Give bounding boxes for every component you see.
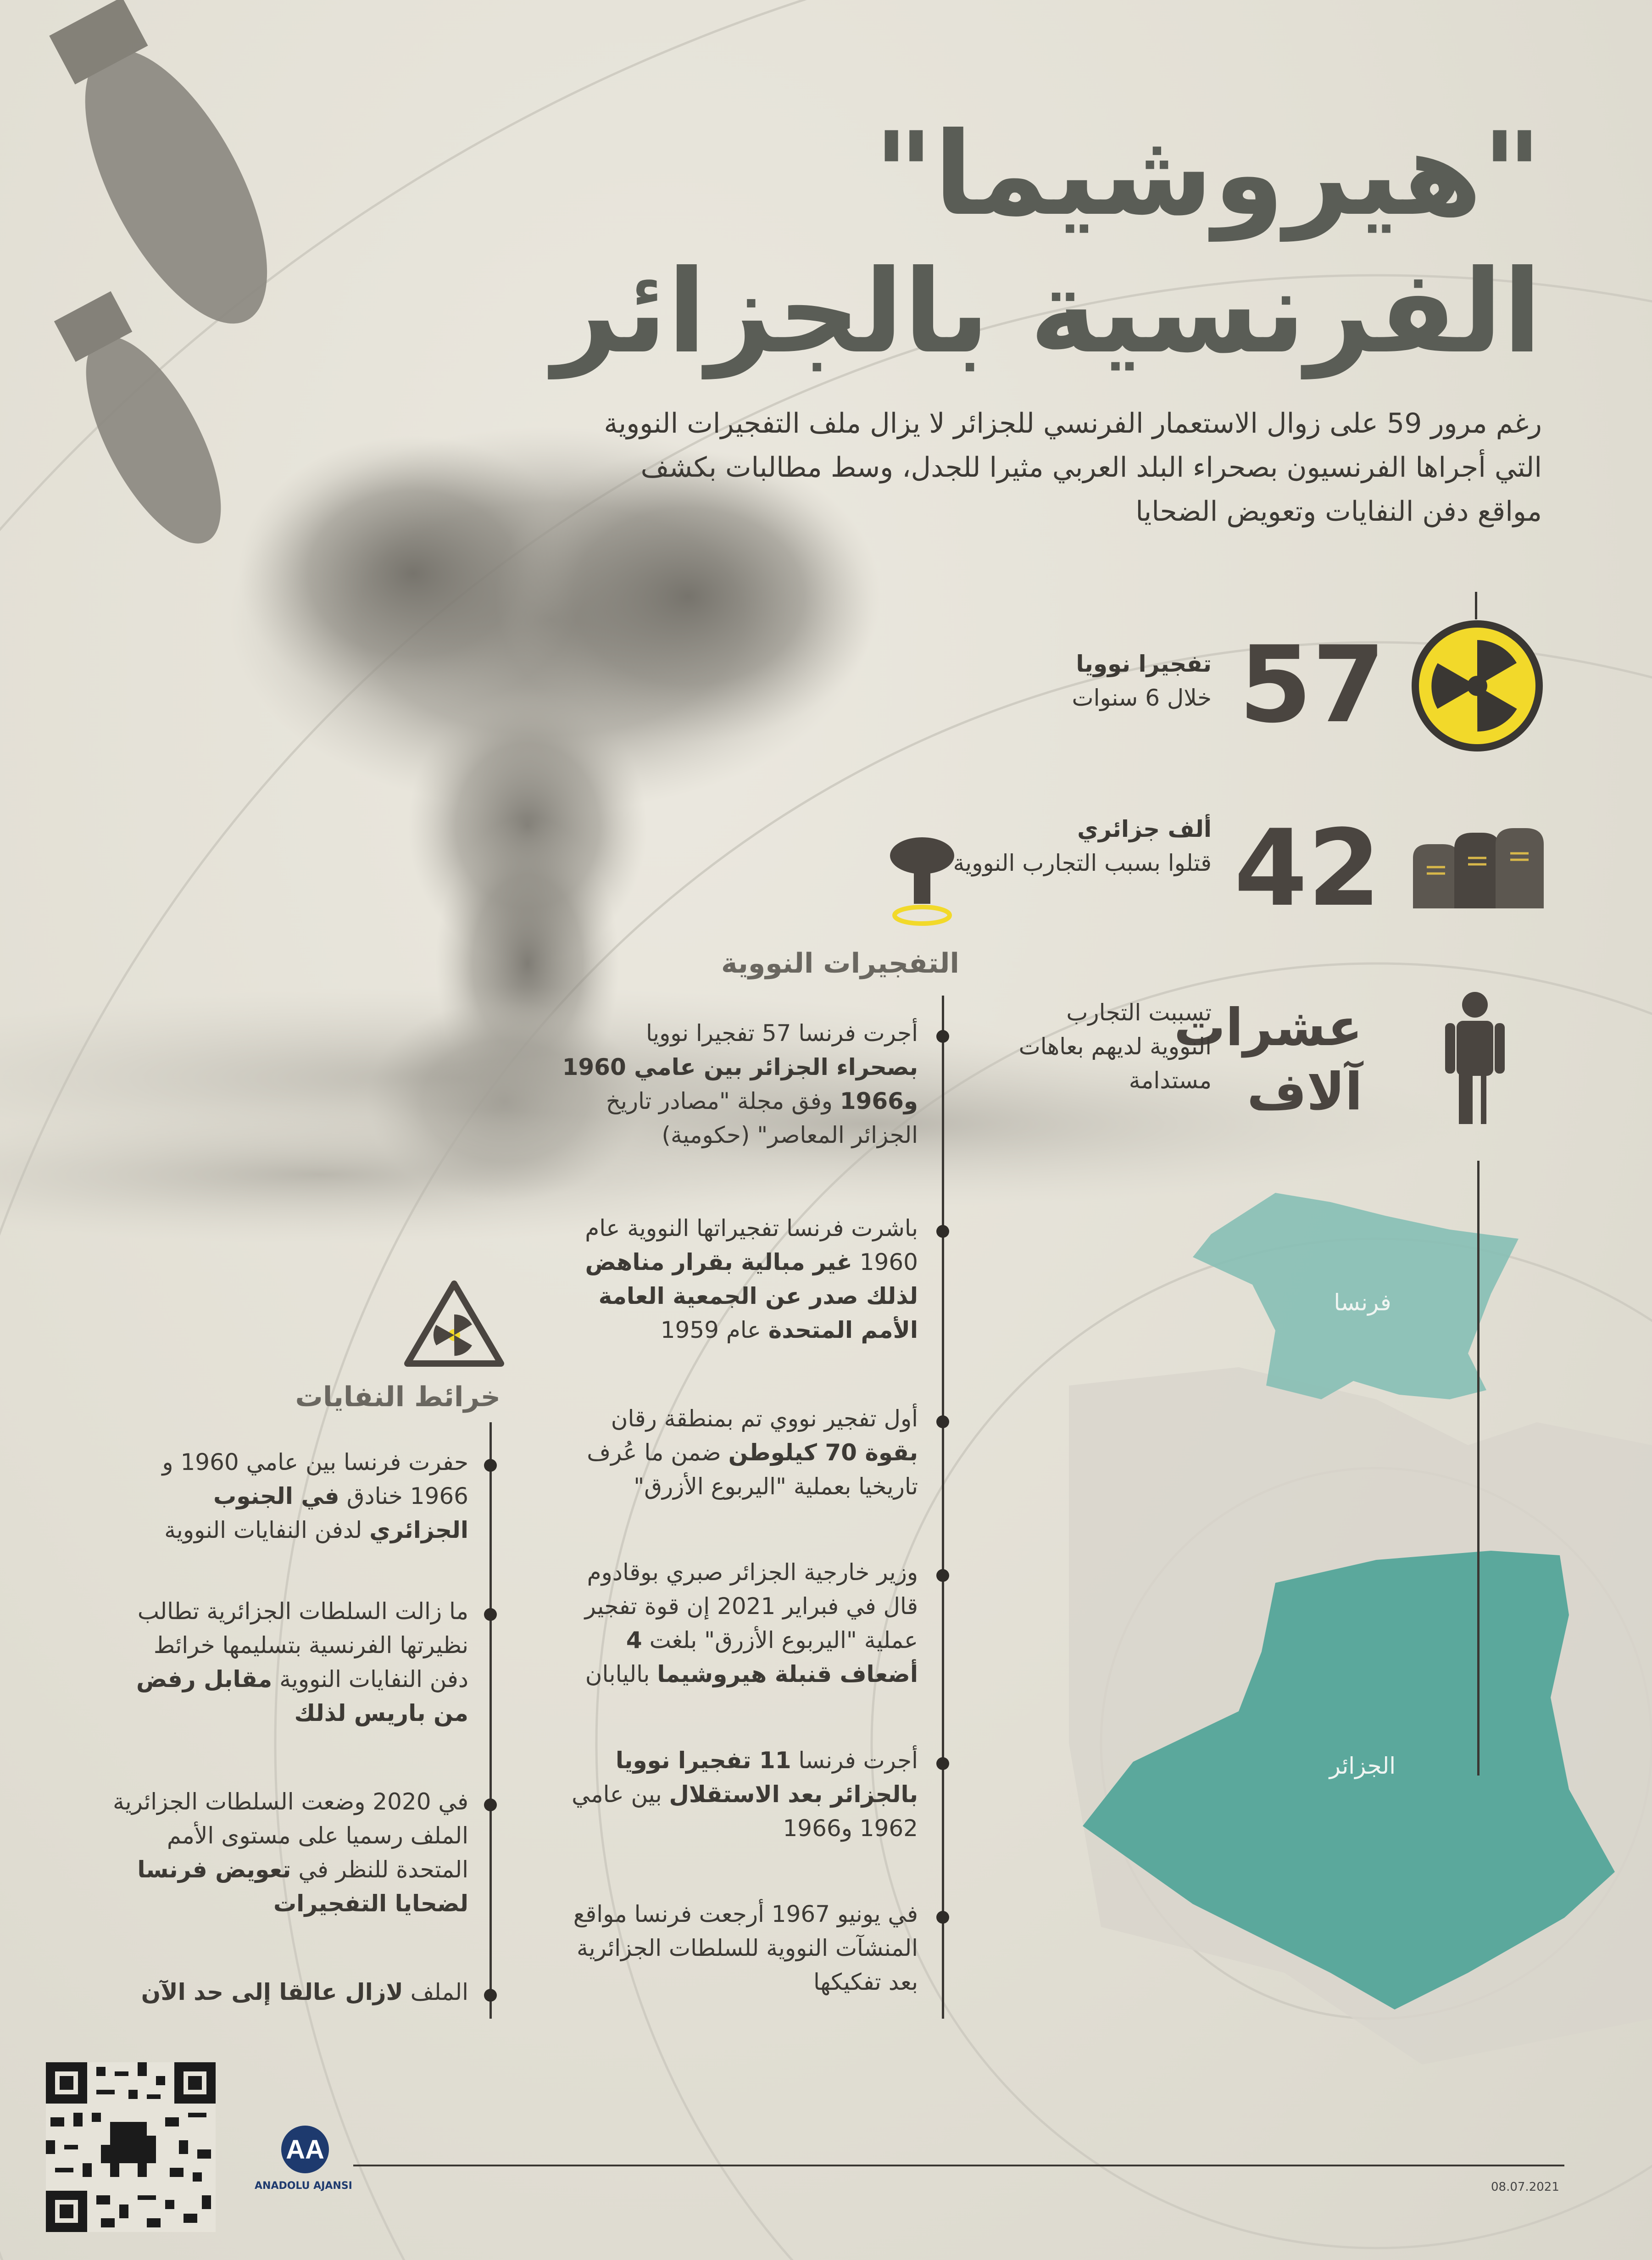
waste-item-4 [111,1975,468,2009]
explosions-item-4-a: وزير خارجية الجزائر صبري بوقادوم قال في فبراير 2021 إن قوة تفجير عملية "اليربوع الأزرق" بلغت [584,1559,918,1653]
waste-item-1-c: لدفن النفايات النووية [164,1517,370,1543]
explosions-item-2-c: عام 1959 [660,1317,768,1343]
explosions-item-5 [560,1743,918,1845]
stat-label-3: تسببت التجارب النووية لديهم بعاهات مستدامة [1018,999,1212,1094]
explosions-item-1-c: وفق مجلة "مصادر تاريخ الجزائر المعاصر" (حكومية) [606,1088,918,1148]
explosions-heading: التفجيرات النووية [721,947,959,980]
waste-dot-3 [484,1798,497,1811]
explosions-item-2-a: باشرت فرنسا تفجيراتها النووية عام 1960 [585,1215,918,1275]
waste-dot-1 [484,1459,497,1472]
stat-number-1: 57 [1238,624,1386,746]
publish-date: 08.07.2021 [1491,2180,1559,2194]
waste-item-3-a: في 2020 وضعت السلطات الجزائرية الملف رسميا على مستوى الأمم المتحدة للنظر في [113,1788,468,1883]
title-line-2: الفرنسية بالجزائر [552,245,1542,379]
explosions-item-5-a: أجرت فرنسا [791,1747,918,1774]
stat-label-2-text: قتلوا بسبب التجارب النووية [953,850,1212,876]
explosions-dot-2 [936,1225,949,1238]
waste-item-2 [111,1594,468,1730]
explosions-item-1-a: أجرت فرنسا 57 تفجيرا نوويا [645,1020,918,1047]
explosions-item-5-c: بين عامي 1962 و1966 [572,1781,918,1842]
explosions-item-3 [560,1402,918,1503]
stat-label-1-bold: تفجيرا نوويا [1076,651,1212,677]
waste-dot-2 [484,1608,497,1621]
explosions-item-2-b: غير مبالية بقرار مناهض لذلك صدر عن الجمعية العامة الأمم المتحدة [585,1249,918,1343]
explosions-item-3-b: بقوة 70 كيلوطن [728,1439,918,1466]
graves-icon [1408,826,1546,908]
radiation-icon [1411,619,1544,752]
waste-dot-4 [484,1989,497,2002]
stat-number-2: 42 [1234,807,1381,930]
anadolu-logo-mark: AA [286,2135,324,2165]
waste-timeline-line [489,1422,492,2019]
explosions-dot-5 [936,1757,949,1770]
waste-item-2-b: مقابل رفض من باريس لذلك [136,1666,468,1726]
waste-item-3 [111,1785,468,1920]
explosions-dot-6 [936,1911,949,1924]
waste-item-1-b: في الجنوب الجزائري [213,1483,468,1543]
explosions-item-3-c: ضمن ما عُرف تاريخيا بعملية "اليربوع الأزرق" [587,1439,918,1500]
connector-line-top [1475,592,1477,619]
title-line-1: "هيروشيما" [873,107,1542,241]
map-label-algeria: الجزائر [1329,1753,1396,1779]
stat-number-3-line2: آلاف [1247,1062,1363,1122]
radiation-warning-icon [404,1280,505,1367]
page-title [533,106,1542,381]
bombs [29,0,304,563]
stat-label-1 [854,647,1212,715]
explosions-item-2 [560,1211,918,1347]
explosions-item-4-c: باليابان [585,1661,657,1687]
explosions-dot-4 [936,1569,949,1582]
anadolu-logo-icon [273,2124,337,2175]
waste-item-1 [111,1445,468,1547]
explosions-item-6-a: في يونيو 1967 أرجعت فرنسا مواقع المنشآت النووية للسلطات الجزائرية بعد تفكيكها [573,1901,918,1995]
stat-number-3-line1: عشرات [1174,998,1363,1058]
intro-text: رغم مرور 59 على زوال الاستعمار الفرنسي للجزائر لا يزال ملف التفجيرات النووية التي أجراها الفرنسيون بصحراء البلد العربي مثيرا للجدل، وسط مطالبات بكشف مواقع دفن النفايات وتعويض الضحايا [604,407,1542,528]
explosions-item-1 [560,1016,918,1152]
waste-item-1-a: حفرت فرنسا بين عامي 1960 و 1966 خنادق [162,1449,468,1509]
explosions-dot-3 [936,1415,949,1428]
explosions-item-3-a: أول تفجير نووي تم بمنطقة رقان [611,1405,918,1432]
waste-heading: خرائط النفايات [295,1381,501,1413]
waste-item-4-a: الملف [403,1979,468,2005]
map-connector-line [1477,1161,1480,1776]
explosions-item-4-b: 4 أضعاف قنبلة هيروشيما [626,1627,918,1687]
qr-code [46,2062,216,2232]
waste-item-4-b: لازال عالقا إلى حد الآن [141,1979,403,2005]
waste-item-3-b: تعويض فرنسا لضحايا التفجيرات [137,1856,468,1917]
stat-label-1-text: خلال 6 سنوات [1072,685,1212,711]
stat-label-2-bold: ألف جزائري [1077,816,1212,842]
explosions-item-6 [560,1897,918,1999]
map-label-france: فرنسا [1334,1289,1391,1316]
explosions-item-5-b: 11 تفجيرا نوويا بالجزائر بعد الاستقلال [615,1747,918,1808]
explosions-timeline-line [942,996,944,2019]
waste-item-2-a: ما زالت السلطات الجزائرية تطالب نظيرتها الفرنسية بتسليمها خرائط دفن النفايات النووية [137,1598,468,1692]
mushroom-cloud-icon [885,835,959,927]
disabled-person-icon [1445,991,1505,1124]
explosions-item-1-b: بصحراء الجزائر بين عامي 1960 و1966 [562,1054,918,1114]
explosions-item-4 [560,1555,918,1691]
anadolu-logo-text: ANADOLU AJANSI [255,2180,352,2192]
footer-divider [353,2165,1564,2166]
explosions-dot-1 [936,1030,949,1043]
